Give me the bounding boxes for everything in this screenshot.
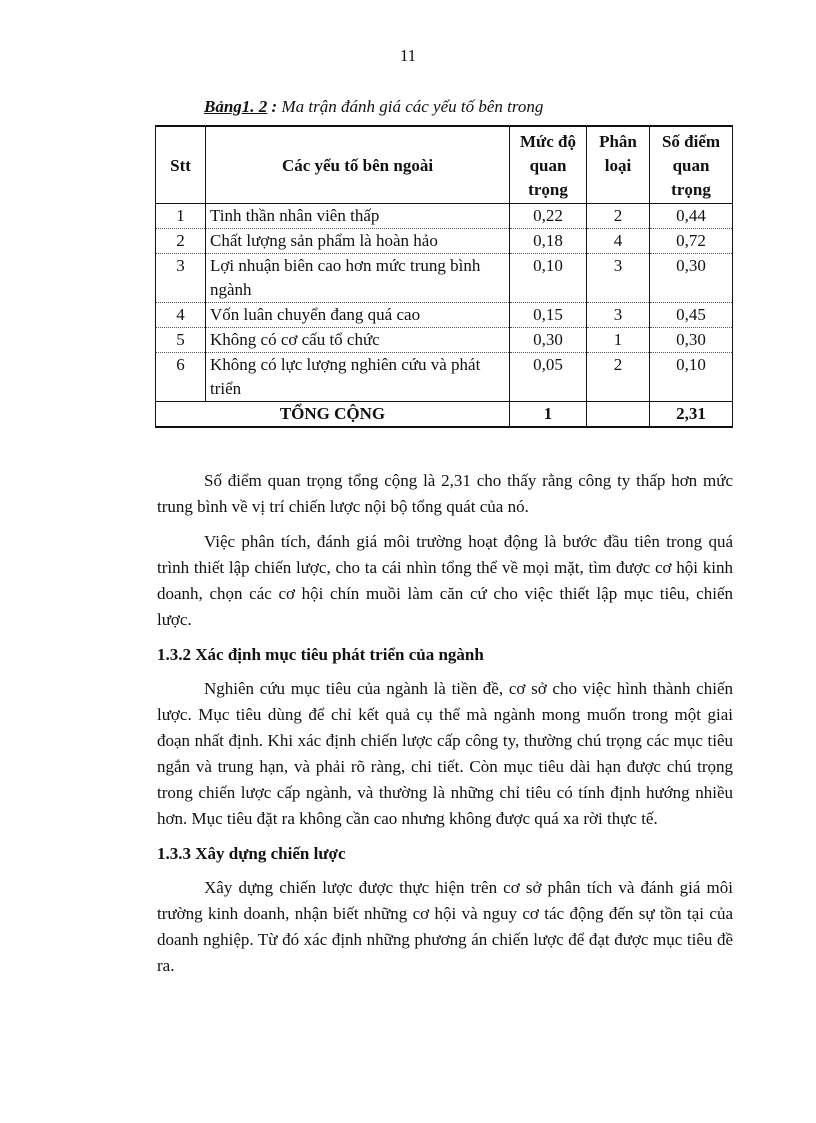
table-row — [156, 254, 733, 303]
internal-factor-matrix-table — [155, 125, 733, 428]
header-stt: Stt — [156, 126, 206, 204]
paragraph-section-1-3-3: Xây dựng chiến lược được thực hiện trên cơ sở phân tích và đánh giá môi trường kinh doanh, nhận biết những cơ hội và nguy cơ tác động đến sự tồn tại của doanh nghiệp. Từ đó xác định những phương án chiến lược để đạt được mục tiêu đề ra. — [157, 878, 733, 975]
row-score: 0,30 — [650, 328, 733, 353]
row-score: 0,72 — [650, 229, 733, 254]
paragraph-total-score: Số điểm quan trọng tổng cộng là 2,31 cho thấy rằng công ty thấp hơn mức trung bình về vị trí chiến lược nội bộ tổng quát của nó. — [157, 471, 733, 516]
table-row — [156, 353, 733, 402]
row-classification: 2 — [587, 353, 650, 402]
section-heading-1-3-2: 1.3.2 Xác định mục tiêu phát triển của ngành — [157, 645, 484, 664]
header-factors: Các yếu tố bên ngoài — [206, 126, 510, 204]
row-factor: Không có cơ cấu tổ chức — [206, 328, 510, 353]
row-weight: 0,15 — [510, 303, 587, 328]
header-classification: Phân loại — [587, 126, 650, 204]
total-weight: 1 — [510, 402, 587, 428]
header-weight: Mức độ quan trọng — [510, 126, 587, 204]
row-classification: 4 — [587, 229, 650, 254]
row-stt: 6 — [156, 353, 206, 402]
row-score: 0,45 — [650, 303, 733, 328]
table-row — [156, 303, 733, 328]
row-stt: 3 — [156, 254, 206, 303]
header-score: Số điểm quan trọng — [650, 126, 733, 204]
table-row — [156, 229, 733, 254]
row-weight: 0,30 — [510, 328, 587, 353]
table-row — [156, 204, 733, 229]
table-caption-text: Ma trận đánh giá các yếu tố bên trong — [281, 97, 544, 116]
row-stt: 2 — [156, 229, 206, 254]
table-caption-label: Bảng1. 2 — [204, 97, 268, 116]
row-classification: 3 — [587, 303, 650, 328]
page-number: 11 — [399, 46, 417, 65]
row-score: 0,10 — [650, 353, 733, 402]
row-stt: 5 — [156, 328, 206, 353]
row-score: 0,44 — [650, 204, 733, 229]
row-weight: 0,05 — [510, 353, 587, 402]
total-label: TỔNG CỘNG — [156, 402, 510, 428]
body-text — [157, 468, 733, 988]
row-score: 0,30 — [650, 254, 733, 303]
paragraph-analysis: Việc phân tích, đánh giá môi trường hoạt động là bước đầu tiên trong quá trình thiết lập chiến lược, cho ta cái nhìn tổng thể về mọi mặt, tìm được cơ hội kinh doanh, chọn các cơ hội chín muồi làm căn cứ cho việc thiết lập mục tiêu, chiến lược. — [157, 532, 733, 629]
row-factor: Chất lượng sản phẩm là hoàn hảo — [206, 229, 510, 254]
row-factor: Tinh thần nhân viên thấp — [206, 204, 510, 229]
row-classification: 3 — [587, 254, 650, 303]
row-weight: 0,22 — [510, 204, 587, 229]
row-classification: 1 — [587, 328, 650, 353]
total-row — [156, 402, 733, 428]
table-caption — [204, 97, 543, 117]
paragraph-section-1-3-2: Nghiên cứu mục tiêu của ngành là tiền đề, cơ sở cho việc hình thành chiến lược. Mục tiêu dùng để chỉ kết quả cụ thể mà ngành mong muốn trong một giai đoạn nhất định. Khi xác định chiến lược cấp công ty, thường chú trọng các mục tiêu ngắn và trung hạn, và phải rõ ràng, chi tiết. Còn mục tiêu dài hạn được chú trọng trong chiến lược cấp ngành, và thường là những chỉ tiêu có tính định hướng nhiều hơn. Mục tiêu đặt ra không cần cao nhưng không được quá xa rời thực tế. — [157, 679, 733, 828]
row-stt: 4 — [156, 303, 206, 328]
row-weight: 0,18 — [510, 229, 587, 254]
row-classification: 2 — [587, 204, 650, 229]
row-stt: 1 — [156, 204, 206, 229]
table-caption-separator: : — [267, 97, 282, 116]
total-classification — [587, 402, 650, 428]
row-weight: 0,10 — [510, 254, 587, 303]
total-score: 2,31 — [650, 402, 733, 428]
row-factor: Vốn luân chuyển đang quá cao — [206, 303, 510, 328]
row-factor: Lợi nhuận biên cao hơn mức trung bình ngành — [206, 254, 510, 303]
table-row — [156, 328, 733, 353]
row-factor: Không có lực lượng nghiên cứu và phát triển — [206, 353, 510, 402]
section-heading-1-3-3: 1.3.3 Xây dựng chiến lược — [157, 844, 346, 863]
table-header-row — [156, 126, 733, 204]
